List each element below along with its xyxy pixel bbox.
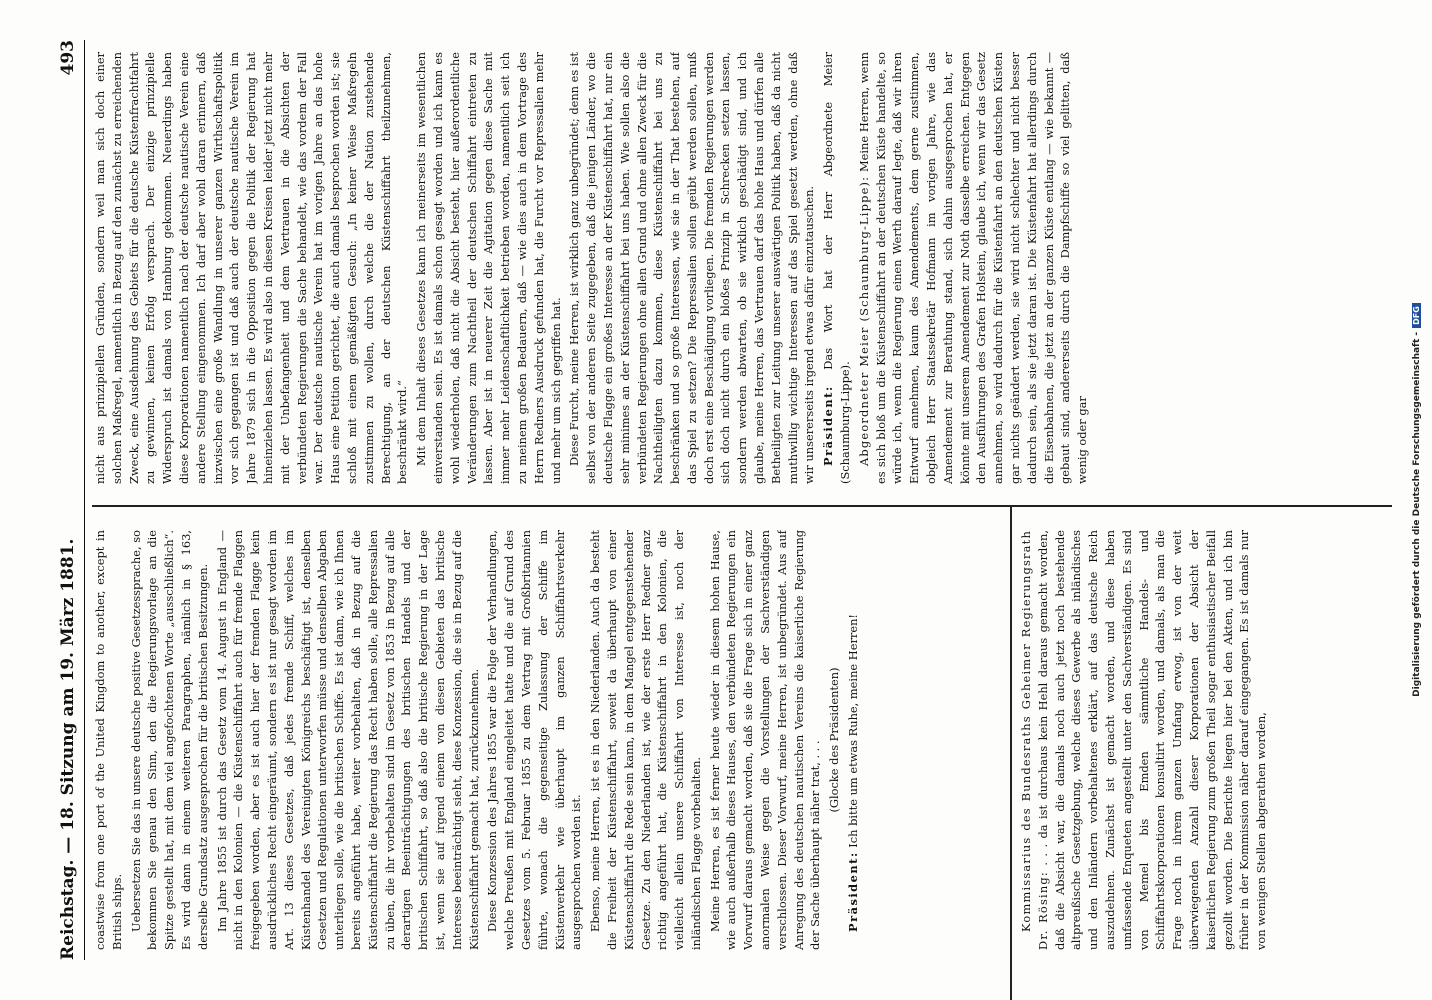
paragraph: Ebenso, meine Herren, ist es in den Niederlanden. Auch da besteht die Freiheit der Küstenschiffahrt, soweit da überhaupt von einer Küstenschiffahrt die Rede sein kann, in dem Mangel entgegenstehender Gesetze. Zu den Niederlanden ist, wie der erste Herr Redner ganz richtig angeführt hat, die Küstenschiffahrt in den Kolonien, die vielleicht allein unsere Schiffahrt von Interesse ist, noch der inländischen Flagge vorbehalten. [588,530,703,950]
paragraph: Mit dem Inhalt dieses Gesetzes kann ich meinerseits im wesentlichen einverstanden sein. Es ist damals schon gesagt worden und ich kann es wohl wiederholen, daß nicht die Absicht besteht, hier außerordentliche Veränderungen zum Nachtheil der deutschen Schiffahrt eintreten zu lassen. Aber ist in neuerer Zeit die Agitation gegen diese Sache mit immer mehr Leidenschaftlichkeit betrieben worden, namentlich seit ich zu meinem großen Bedauern, daß — wie dies auch in dem Vortrage des Herrn Redners Ausdruck gefunden hat, die Furcht vor Repressalien mehr und mehr um sich gegriffen hat. [414,52,563,484]
left-bottom-column [1018,530,1398,950]
speech-paragraph [1018,530,1270,950]
remark-text: Ich bitte um etwas Ruhe, meine Herren! [846,614,861,848]
running-title: Reichstag. — 18. Sitzung am 19. März 1881. [58,538,78,960]
president-remark [820,52,854,484]
remark-text: Das Wort hat der Herr Abgeordnete Meier (Schaumburg-Lippe). [821,52,853,484]
paragraph: Uebersetzen Sie das in unsere deutsche positive Gesetzessprache, so bekommen Sie genau den Sinn, den die Regierungsvorlage an die Spitze gestellt hat, mit dem viel angefochtenen Worte „ausschließlich“. Es wird dann in einem weiteren Paragraphen, nämlich in § 163, derselbe Grundsatz ausgesprochen für die britischen Besitzungen. [128,530,210,950]
president-remark [845,530,862,950]
paragraph: Meine Herren, es ist ferner heute wieder in diesem hohen Hause, wie auch außerhalb dieses Hauses, den verbündeten Regierungen ein Vorwurf daraus gemacht worden, daß sie die Frage sich in einer ganz anormalen Weise gegen die Vorstellungen der Sachverständigen verschlossen. Dieser Vorwurf, meine Herren, ist unbegründet. Aus auf Anregung des deutschen nautischen Vereins die kaiserliche Regierung der Sache überhaupt näher trat, . . . [707,530,823,950]
page-header [50,40,85,960]
speaker-label: Präsident: [821,385,836,466]
left-column [92,530,1002,950]
speech-paragraph [856,52,1091,484]
stage-direction: (Glocke des Präsidenten) [827,667,842,813]
speaker-label: Präsident: [846,851,861,932]
right-column [92,52,1422,484]
paragraph: coastwise from one port of the United Kingdom to another, except in British ships. [93,530,124,950]
column-divider [92,506,1392,508]
dfg-logo: DFG [1412,303,1421,328]
page-number: 493 [58,40,78,76]
speaker-label: Kommissarius des Bundesraths Geheimer Regierungsrath Dr. Rösing: [1019,530,1050,950]
paragraph: nicht aus prinzipiellen Gründen, sondern weil man sich doch einer solchen Maßregel, namentlich in Bezug auf den zunächst zu erreichenden Zweck, eine Ausdehnung des Gebiets für die deutsche Küstenfrachtfahrt zu gewinnen, keinen Erfolg versprach. Der einzige prinzipielle Widerspruch ist damals von Hamburg gekommen. Neuerdings haben diese Korporationen namentlich nach der deutsche nautische Verein eine andere Stellung eingenommen. Ich darf aber wohl daran erinnern, daß inzwischen eine große Wandlung in unserer ganzen Wirthschaftspolitik vor sich gegangen ist und daß auch der deutsche nautische Verein im Jahre 1879 sich in die Opposition gegen die Politik der Regierung hat hineinziehen lassen. Es wird also in diesen Kreisen leider jetzt nicht mehr mit der Unbefangenheit und dem Vertrauen in die Absichten der verbündeten Regierungen die Sache behandelt, wie das vordem der Fall war. Der deutsche nautische Verein hat im vorigen Jahre an das hohe Haus eine Petition gerichtet, die auch damals besprochen worden ist; sie schloß mit einem gemäßigten Gesuch: „In keiner Weise Maßregeln zustimmen zu wollen, durch welche die der Nation zustehende Berechtigung, an der deutschen Küstenschiffahrt theilzunehmen, beschränkt wird.“ [93,52,410,484]
speech-text: . . . da ist durchaus kein Hehl daraus gemacht worden, daß die Absicht war, die damals noch auch jetzt noch bestehende altpreußische Gesetzgebung, welche dieses Gewerbe als inländisches und den Inländern vorbehaltenes erklärt, auf das deutsche Reich auszudehnen. Zunächst ist gemacht worden, und diese haben umfassende Enqueten angestellt unter den Sachverständigen. Es sind von Memel bis Emden sämmtliche Handels- und Schiffahrtskorporationen konsultirt worden, und damals, als man die Frage noch in ihrem ganzen Umfang erwog, ist von der weit überwiegenden Anzahl dieser Korporationen der Absicht der kaiserlichen Regierung zum großen Theil sogar enthusiastischer Beifall gezollt worden. Die Berichte liegen hier bei den Akten, und ich bin früher in der Kommission näher darauf eingegangen. Es ist damals nur von wenigen Stellen abgerathen worden, [1035,530,1269,950]
paragraph: Diese Furcht, meine Herren, ist wirklich ganz unbegründet; denn es ist selbst von der anderen Seite zugegeben, daß die jenigen Länder, wo die deutsche Flagge ein großes Interesse an der Küstenschiffahrt hat, nur ein sehr minimes an der Küstenschiffahrt bei uns haben. Wie sollen also die verbündeten Regierungen ohne allen Grund und ohne allen Zweck für die Nachtheiligten dazu kommen, diese Küstenschiffahrt bei uns zu beschränken und so große Interessen, wie sie in der That bestehen, auf das Spiel zu setzen? Die Repressalien sollen geübt werden sollen, muß doch erst eine Beschädigung vorliegen. Die fremden Regierungen werden sich doch nicht durch ein bloßes Prinzip in Schrecken setzen lassen, sondern werden abwarten, ob sie wirklich geschädigt sind, und ich glaube, meine Herren, das Vertrauen darf das hohe Haus und dürfen alle Betheiligten zur Leitung unserer auswärtigen Politik haben, daß da nicht muthwillig wichtige Interessen auf das Spiel gesetzt werden, ohne daß wir unsererseits irgend etwas dafür einzutauschen. [567,52,817,484]
paragraph: Im Jahre 1855 ist durch das Gesetz vom 14. August in England — nicht in den Kolonien — die Küstenschiffahrt auch für fremde Flaggen freigegeben worden, aber es ist auch hier der fremden Flagge kein ausdrückliches Recht eingeräumt, sondern es ist nur gesagt worden im Art. 13 dieses Gesetzes, daß jedes fremde Schiff, welches im Küstenhandel des Vereinigten Königreichs beschäftigt ist, denselben Gesetzen und Regulationen unterworfen müsse und denselben Abgaben unterliegen solle, wie die britischen Schiffe. Es ist dann, wie ich Ihnen bereits angeführt habe, weiter vorbehalten, daß in Bezug auf die Küstenschiffahrt die Regierung das Recht haben solle, alle Repressalien zu üben, die ihr vorbehalten sind im Gesetz von 1853 in Bezug auf alle derartigen Beeinträchtigungen des britischen Handels und der britischen Schiffahrt, so daß also die britische Regierung in der Lage ist, wenn sie auf irgend einem von diesen Gebieten das britische Interesse beeinträchtigt sieht, diese Konzession, die sie in Bezug auf die Küstenschiffahrt gemacht hat, zurückzunehmen. [214,530,481,950]
paragraph: Diese Konzession des Jahres 1855 war die Folge der Verhandlungen, welche Preußen mit England eingeleitet hatte und die auf Grund des Gesetzes vom 5. Februar 1855 zu dem Vertrag mit Großbritannien führte, wonach die gegenseitige Zulassung der Schiffe im Küstenverkehr wie überhaupt im ganzen Schiffahrtsverkehr ausgesprochen worden ist. [485,530,584,950]
footer-text: Digitalisierung gefördert durch die Deutsche Forschungsgemeinschaft - [1412,331,1422,697]
speaker-label: Abgeordneter Meier (Schaumburg-Lippe): [856,175,871,466]
section-rule [1010,507,1012,1000]
speech-text: Meine Herren, wenn es sich bloß um die Küstenschiffahrt an der deutschen Küste handelte, so würde ich, wenn die Regierung einen Werth darauf legte, daß wir ihren Entwurf annehmen, kaum des Amendements, dem gerne zustimmen, obgleich Herr Staatssekretär Hofmann im vorigen Jahre, wie das Amendement zur Berathung stand, sich dahin ausgesprochen hat, er könnte mit unserem Amendement zur Noth dasselbe erreichen. Entgegen den Ausführungen des Grafen Holstein, glaube ich, wenn wir das Gesetz annehmen, so wird dadurch für die Küstenfahrt an den deutschen Küsten gar nichts geändert werden, sie wird nicht schlechter und nicht besser dadurch sein, als sie jetzt daran ist. Die Küstenfahrt hat allerdings durch die Eisenbahnen, die jetzt an der ganzen Küste entlang — wie bekannt — gebaut sind, andererseits durch die Dampfschiffe so viel gelitten, daß wenig oder gar [856,52,1090,484]
digitization-footer [1412,0,1428,1000]
